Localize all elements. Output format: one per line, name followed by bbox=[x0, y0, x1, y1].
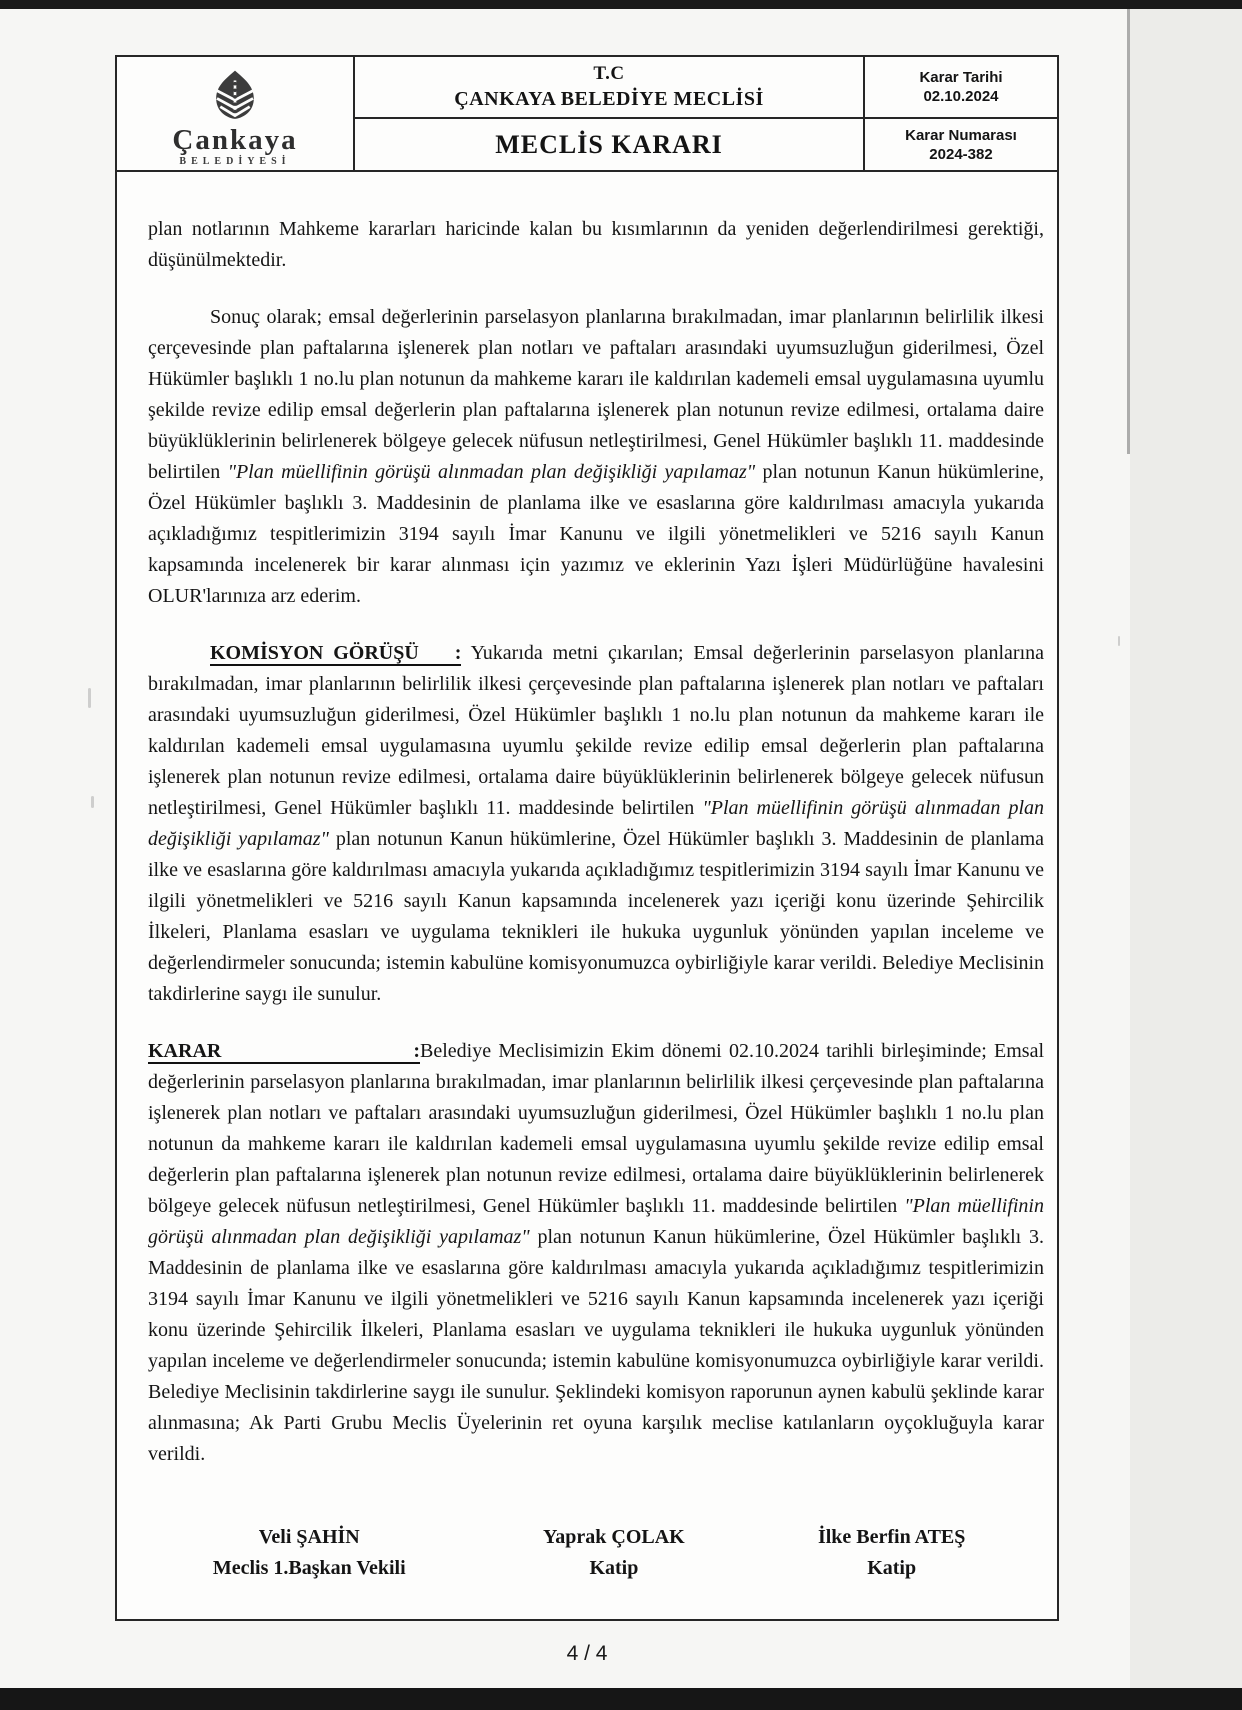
document-title-cell bbox=[355, 119, 865, 170]
decision-date-label: Karar Tarihi bbox=[919, 69, 1003, 86]
paragraph-sonuc-quote: "Plan müellifinin görüşü alınmadan plan değişikliği yapılamaz" bbox=[227, 461, 756, 483]
karar-heading bbox=[148, 1040, 420, 1064]
leaf-icon bbox=[209, 69, 261, 123]
scan-smudge bbox=[91, 796, 94, 808]
signature-2-title: Katip bbox=[589, 1557, 639, 1579]
paragraph-sonuc-part1: Sonuç olarak; emsal değerlerinin parselasyon planlarına bırakılmadan, imar planlarının belirlilik ilkesi çerçevesinde plan paftalarına işlenerek plan notları ve paftaları arasındaki uyumsuzluğun giderilmesi, Özel Hükümler başlıklı 1 no.lu plan notunun da mahkeme kararı ile kaldırılan kademeli emsal uygulamasına uyumlu şekilde revize edilip emsal değerlerin plan paftalarına işlenerek plan notunun revize edilmesi, ortalama daire büyüklüklerinin belirlenerek bölgeye gelecek nüfusun netleştirilmesi, Genel Hükümler başlıklı 11. maddesinde belirtilen bbox=[148, 306, 1044, 483]
paragraph-komisyon-part2: plan notunun Kanun hükümlerine, Özel Hükümler başlıklı 3. Maddesinin de planlama ilke ve esaslarına göre kaldırılması amacıyla yukarıda açıkladığımız tespitlerimizin 3194 sayılı İmar Kanunu ve ilgili yönetmelikleri ve 5216 sayılı Kanun kapsamında incelenerek yazı içeriği konu üzerinde Şehircilik İlkeleri, Planlama esasları ve uygulama teknikleri ile hukuka uygunluk yönünden yapılan inceleme ve değerlendirmeler sonucunda; istemin kabulüne komisyonumuzca oybirliğiyle karar verildi. Belediye Meclisinin takdirlerine saygı ile sunulur. bbox=[148, 828, 1045, 1005]
scan-bar-top bbox=[0, 0, 1242, 9]
document-header bbox=[117, 57, 1057, 172]
page-number: 4 / 4 bbox=[566, 1642, 608, 1665]
paragraph-komisyon-quote: "Plan müellifinin görüşü alınmadan plan değişikliği yapılamaz" bbox=[148, 797, 1045, 850]
signature-1 bbox=[148, 1522, 471, 1584]
scan-bar-bottom bbox=[0, 1688, 1242, 1710]
paragraph-sonuc bbox=[148, 302, 1044, 612]
scan-right-strip bbox=[1130, 0, 1242, 1710]
decision-date-value: 02.10.2024 bbox=[923, 88, 999, 105]
document-page bbox=[115, 55, 1059, 1621]
komisyon-gorusu-heading-label: KOMİSYON GÖRÜŞÜ bbox=[210, 642, 419, 664]
paragraph-karar-part1: Belediye Meclisimizin Ekim dönemi 02.10.2024 tarihli birleşiminde; Emsal değerlerinin parselasyon planlarına bırakılmadan, imar planlarının belirlilik ilkesi çerçevesinde plan paftalarına işlenerek plan notları ve paftaları arasındaki uyumsuzluğun giderilmesi, Özel Hükümler başlıklı 1 no.lu plan notunun da mahkeme kararı ile kaldırılan kademeli emsal uygulamasına uyumlu şekilde revize edilip emsal değerlerin plan paftalarına işlenerek plan notunun revize edilmesi, ortalama daire büyüklüklerinin belirlenerek bölgeye gelecek nüfusun netleştirilmesi, Genel Hükümler başlıklı 11. maddesinde belirtilen bbox=[148, 1040, 1044, 1217]
signature-3-name: İlke Berfin ATEŞ bbox=[817, 1526, 966, 1548]
logo-subtitle: BELEDİYESİ bbox=[179, 155, 291, 167]
decision-number-label: Karar Numarası bbox=[905, 126, 1017, 144]
decision-date-cell bbox=[865, 57, 1057, 119]
signature-1-title: Meclis 1.Başkan Vekili bbox=[212, 1557, 406, 1579]
signature-3 bbox=[757, 1522, 1026, 1584]
org-line1: T.C bbox=[593, 63, 625, 84]
paragraph-intro-text: plan notlarının Mahkeme kararları haricinde kalan bu kısımlarının da yeniden değerlendirilmesi gerektiği, düşünülmektedir. bbox=[148, 218, 1044, 271]
komisyon-gorusu-heading-colon: : bbox=[454, 642, 462, 664]
paragraph-komisyon-part1: Yukarıda metni çıkarılan; Emsal değerlerinin parselasyon planlarına bırakılmadan, imar planlarının belirlilik ilkesi çerçevesinde plan paftalarına işlenerek plan notları ve paftaları arasındaki uyumsuzluğun giderilmesi, Özel Hükümler başlıklı 1 no.lu plan notunun da mahkeme kararı ile kaldırılan kademeli emsal uygulamasına uyumlu şekilde revize edilip emsal değerlerin plan paftalarına işlenerek plan notunun revize edilmesi, ortalama daire büyüklüklerinin belirlenerek bölgeye gelecek nüfusun netleştirilmesi, Genel Hükümler başlıklı 11. maddesinde belirtilen bbox=[148, 642, 1045, 819]
decision-number-cell bbox=[865, 119, 1057, 170]
document-body bbox=[117, 172, 1057, 1584]
signature-block bbox=[148, 1522, 1044, 1584]
scan-smudge bbox=[88, 688, 91, 708]
karar-heading-label: KARAR bbox=[148, 1040, 222, 1062]
signature-1-name: Veli ŞAHİN bbox=[258, 1526, 360, 1548]
paragraph-karar-part2: plan notunun Kanun hükümlerine, Özel Hükümler başlıklı 3. Maddesinin de planlama ilke ve esaslarına göre kaldırılması amacıyla yukarıda açıkladığımız tespitlerimizin 3194 sayılı İmar Kanunu ve ilgili yönetmelikleri ve 5216 sayılı Kanun kapsamında incelenerek yazı içeriği konu üzerinde Şehircilik İlkeleri, Planlama esasları ve uygulama teknikleri ile hukuka uygunluk yönünden yapılan inceleme ve değerlendirmeler sonucunda; istemin kabulüne komisyonumuzca oybirliğiyle karar verildi. Belediye Meclisinin takdirlerine saygı ile sunulur. Şeklindeki komisyon raporunun aynen kabulü şeklinde karar alınmasına; Ak Parti Grubu Meclis Üyelerinin ret oyuna karşılık meclise katılanların oyçokluğuyla karar verildi. bbox=[148, 1226, 1044, 1465]
decision-number-value: 2024-382 bbox=[929, 145, 993, 163]
org-title-cell bbox=[355, 57, 865, 119]
logo-wordmark: Çankaya bbox=[172, 123, 298, 156]
scan-smudge bbox=[1118, 636, 1120, 646]
paragraph-intro bbox=[148, 214, 1044, 276]
signature-2-name: Yaprak ÇOLAK bbox=[543, 1526, 685, 1548]
paragraph-komisyon-gorusu bbox=[148, 638, 1044, 1010]
signature-2 bbox=[471, 1522, 758, 1584]
scan-vertical-line bbox=[1127, 9, 1130, 454]
signature-3-title: Katip bbox=[867, 1557, 917, 1579]
org-line2: ÇANKAYA BELEDİYE MECLİSİ bbox=[454, 88, 764, 110]
paragraph-karar bbox=[148, 1036, 1044, 1470]
paragraph-sonuc-part2: plan notunun Kanun hükümlerine, Özel Hükümler başlıklı 3. Maddesinin de planlama ilke ve esaslarına göre kaldırılması amacıyla yukarıda açıkladığımız tespitlerimizin 3194 sayılı İmar Kanunu ve ilgili yönetmelikleri ve 5216 sayılı Kanun kapsamında incelenerek bir karar alınması için yazımız ve eklerinin Yazı İşleri Müdürlüğüne havalesini OLUR'larınıza arz ederim. bbox=[148, 461, 1044, 607]
komisyon-gorusu-heading bbox=[210, 642, 461, 666]
document-title: MECLİS KARARI bbox=[495, 129, 723, 159]
municipality-logo bbox=[117, 57, 355, 170]
paragraph-karar-quote: "Plan müellifinin görüşü alınmadan plan değişikliği yapılamaz" bbox=[148, 1195, 1044, 1248]
karar-heading-colon: : bbox=[413, 1040, 421, 1062]
